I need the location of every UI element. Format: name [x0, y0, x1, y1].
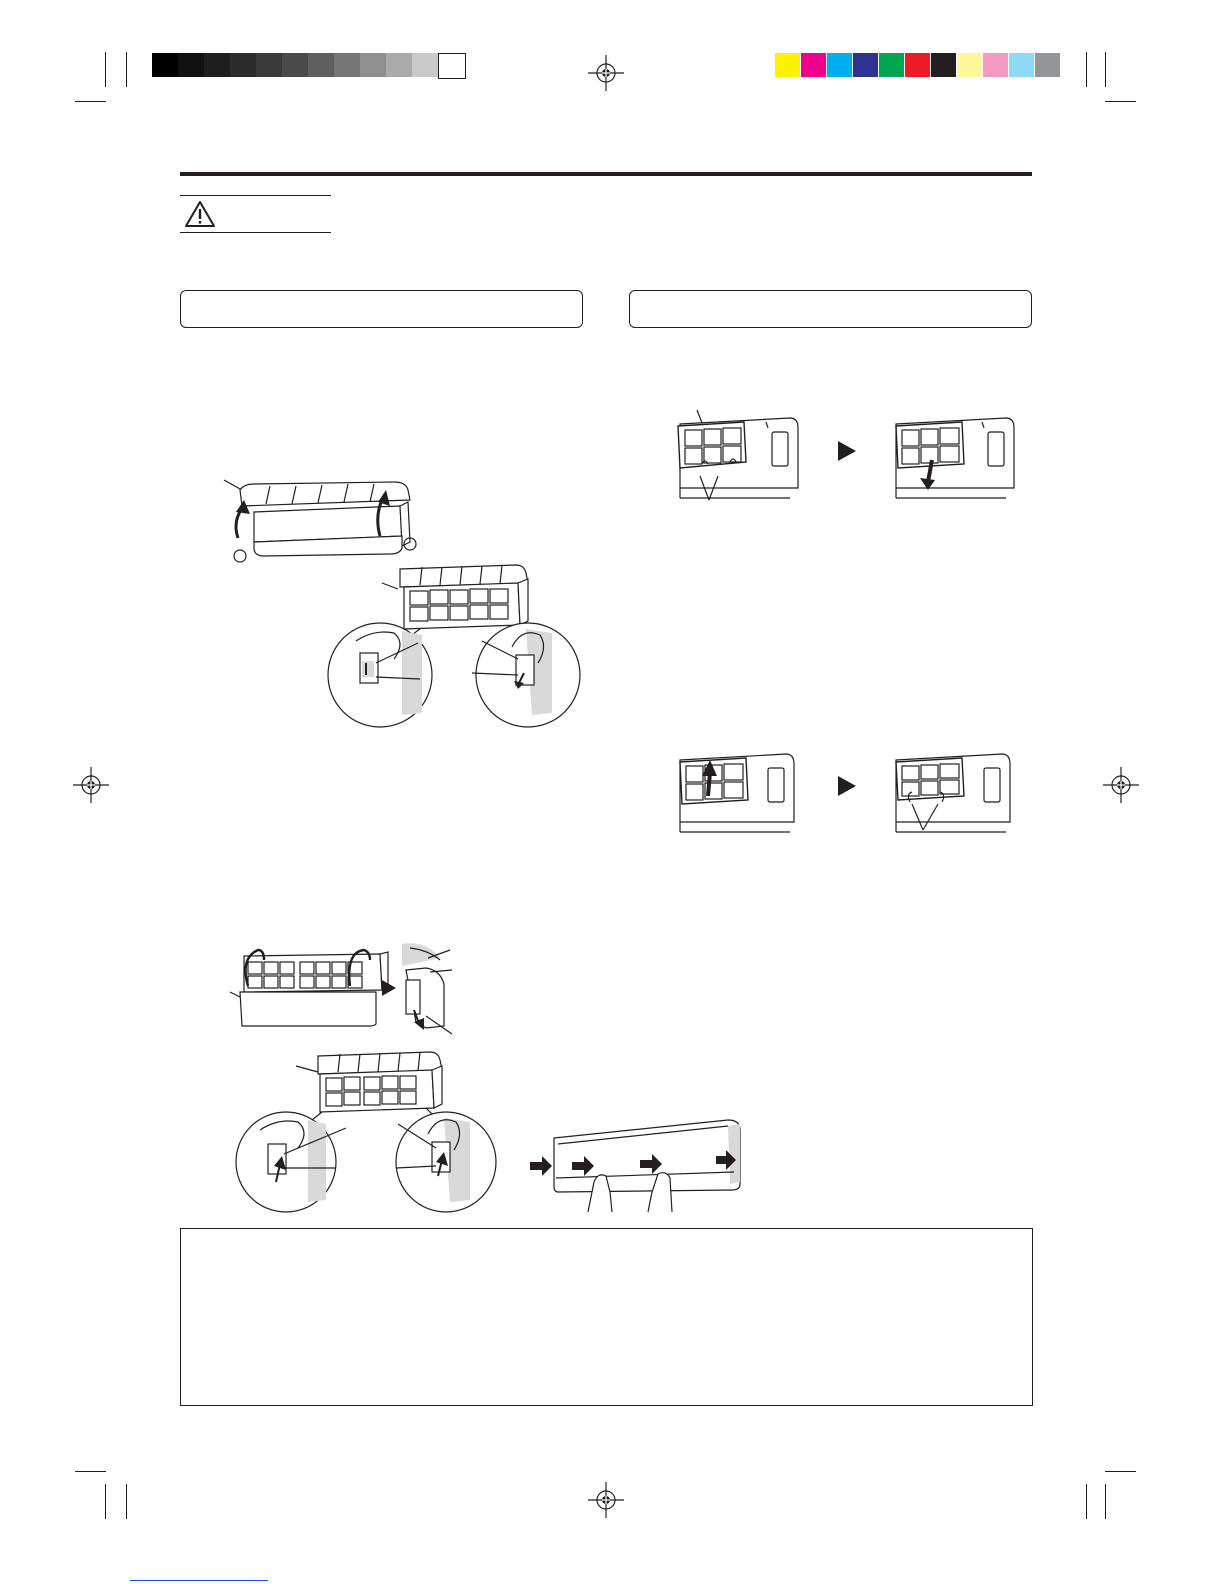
- gray-swatch: [256, 53, 282, 77]
- color-swatch: [827, 53, 852, 77]
- gray-swatch: [204, 53, 230, 77]
- color-swatch: [801, 53, 826, 77]
- gray-swatch: [308, 53, 334, 77]
- gray-swatch: [438, 53, 466, 79]
- gray-swatch: [152, 53, 178, 77]
- filter-install-figure-1: [672, 750, 802, 848]
- color-swatch: [1009, 53, 1034, 77]
- gray-swatch: [178, 53, 204, 77]
- color-swatch: [957, 53, 982, 77]
- hinge-detail-figure-bottom: [232, 1050, 500, 1214]
- filter-removal-figure-2: [888, 410, 1018, 508]
- triangle-right-icon: [836, 440, 858, 462]
- gray-swatch: [386, 53, 412, 77]
- registration-target-left: [73, 767, 109, 803]
- open-front-panel-figure: [224, 476, 420, 568]
- gray-swatch: [412, 53, 438, 77]
- color-swatch: [775, 53, 800, 77]
- note-box: [180, 1228, 1033, 1406]
- color-swatch: [879, 53, 904, 77]
- section-header-left: [180, 290, 583, 328]
- gray-swatch: [360, 53, 386, 77]
- section-header-right: [629, 290, 1032, 328]
- gray-swatch: [334, 53, 360, 77]
- color-swatch: [931, 53, 956, 77]
- color-swatch: [983, 53, 1008, 77]
- registration-target-right: [1103, 767, 1139, 803]
- registration-target-top: [588, 55, 624, 91]
- color-swatch: [1035, 53, 1060, 77]
- close-front-panel-figure: [528, 1112, 746, 1214]
- header-rule: [180, 172, 1032, 176]
- warning-triangle-icon: [184, 200, 216, 228]
- footer-underline: [130, 1580, 268, 1581]
- filter-install-figure-2: [888, 750, 1018, 848]
- registration-target-bottom: [588, 1482, 624, 1518]
- filter-removal-figure-1: [672, 410, 802, 508]
- hinge-detail-figure-top: [322, 563, 582, 723]
- caution-label: [180, 195, 331, 233]
- gray-swatch: [282, 53, 308, 77]
- triangle-right-icon: [836, 775, 858, 797]
- gray-swatch: [230, 53, 256, 77]
- color-swatch: [905, 53, 930, 77]
- color-swatch: [853, 53, 878, 77]
- install-panel-figure: [230, 940, 460, 1036]
